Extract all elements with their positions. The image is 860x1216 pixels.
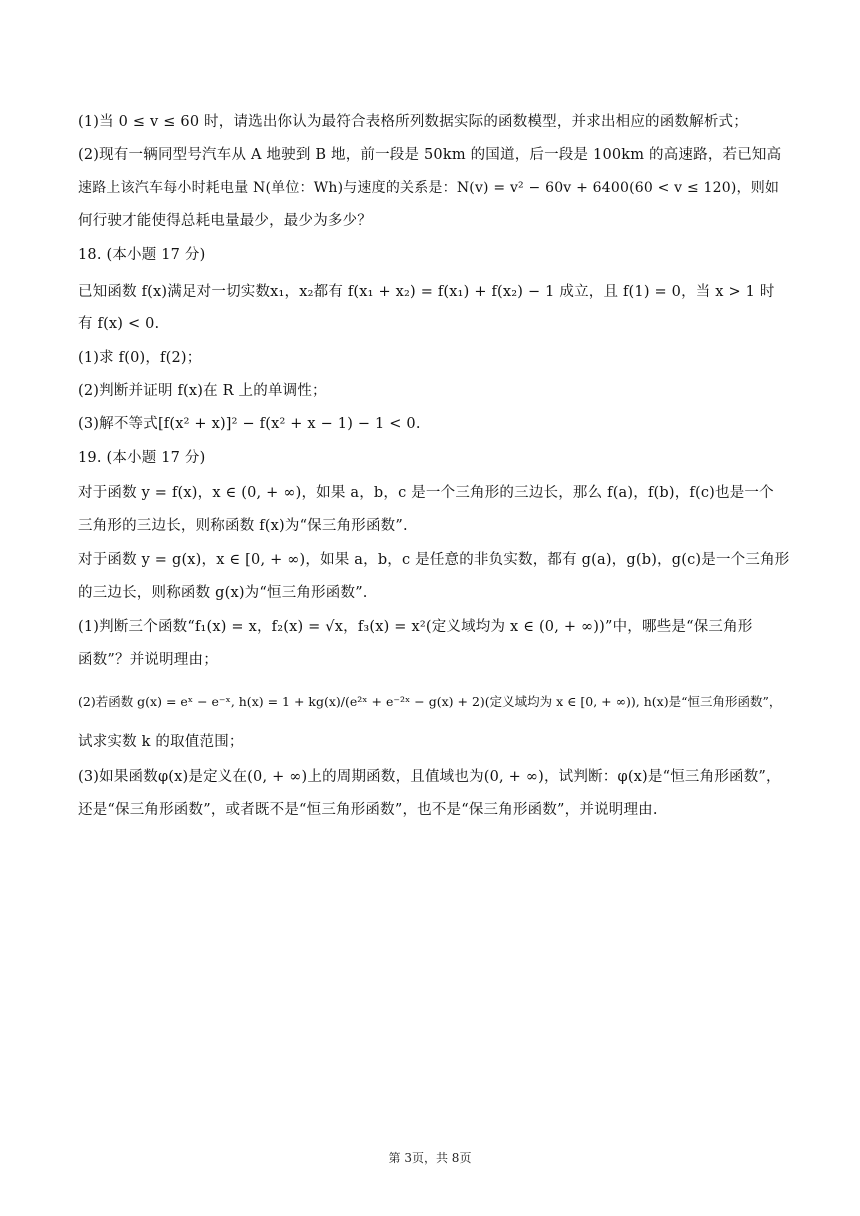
q19-part2-line2: 试求实数 k 的取值范围； <box>78 734 244 750</box>
q19-def2-line1: 对于函数 y = g(x)，x ∈ [0, + ∞)，如果 a，b，c 是任意的非负实数，都有 g(a)，g(b)，g(c)是一个三角形 <box>78 552 790 568</box>
q18-part3: (3)解不等式[f(x² + x)]² − f(x² + x − 1) − 1 < 0. <box>78 416 421 432</box>
q19-def2-line2: 的三边长，则称函数 g(x)为“恒三角形函数”. <box>78 585 368 601</box>
q19-def1-line2: 三角形的三边长，则称函数 f(x)为“保三角形函数”. <box>78 518 408 534</box>
q19-part1-line1: (1)判断三个函数“f₁(x) = x，f₂(x) = √x，f₃(x) = x²(定义域均为 x ∈ (0, + ∞))”中，哪些是“保三角形 <box>78 619 753 635</box>
q18-stem-line1: 已知函数 f(x)满足对一切实数x₁，x₂都有 f(x₁ + x₂) = f(x₁) + f(x₂) − 1 成立，且 f(1) = 0，当 x > 1 时 <box>78 284 775 300</box>
q18-part2: (2)判断并证明 f(x)在 R 上的单调性； <box>78 383 327 399</box>
q17-part1: (1)当 0 ≤ v ≤ 60 时，请选出你认为最符合表格所列数据实际的函数模型，并求出相应的函数解析式； <box>78 114 748 130</box>
q19-part3-line1: (3)如果函数φ(x)是定义在(0, + ∞)上的周期函数，且值域也为(0, + ∞)，试判断：φ(x)是“恒三角形函数”， <box>78 769 781 785</box>
q17-part2-line3: 何行驶才能使得总耗电量最少，最少为多少？ <box>78 213 372 229</box>
q19-heading: 19. (本小题 17 分) <box>78 450 206 466</box>
q18-stem-line2: 有 f(x) < 0. <box>78 316 160 332</box>
q18-part1: (1)求 f(0)，f(2)； <box>78 350 202 366</box>
q17-part2-line1: (2)现有一辆同型号汽车从 A 地驶到 B 地，前一段是 50km 的国道，后一段是 100km 的高速路，若已知高 <box>78 147 782 163</box>
q19-part1-line2: 函数”？并说明理由； <box>78 652 218 668</box>
q19-def1-line1: 对于函数 y = f(x)，x ∈ (0, + ∞)，如果 a，b，c 是一个三角形的三边长，那么 f(a)，f(b)，f(c)也是一个 <box>78 485 774 501</box>
q17-part2-line2: 速路上该汽车每小时耗电量 N(单位：Wh)与速度的关系是：N(v) = v² − 60v + 6400(60 < v ≤ 120)，则如 <box>78 180 780 196</box>
page-number: 第 3页，共 8页 <box>388 1151 472 1165</box>
q18-heading: 18. (本小题 17 分) <box>78 247 206 263</box>
q19-part3-line2: 还是“保三角形函数”，或者既不是“恒三角形函数”，也不是“保三角形函数”，并说明理由. <box>78 802 658 818</box>
q19-part2-line1: (2)若函数 g(x) = eˣ − e⁻ˣ, h(x) = 1 + kg(x)/(e²ˣ + e⁻²ˣ − g(x) + 2)(定义域均为 x ∈ [0, + ∞)), h(x)是“恒三角形函数”， <box>78 694 782 709</box>
